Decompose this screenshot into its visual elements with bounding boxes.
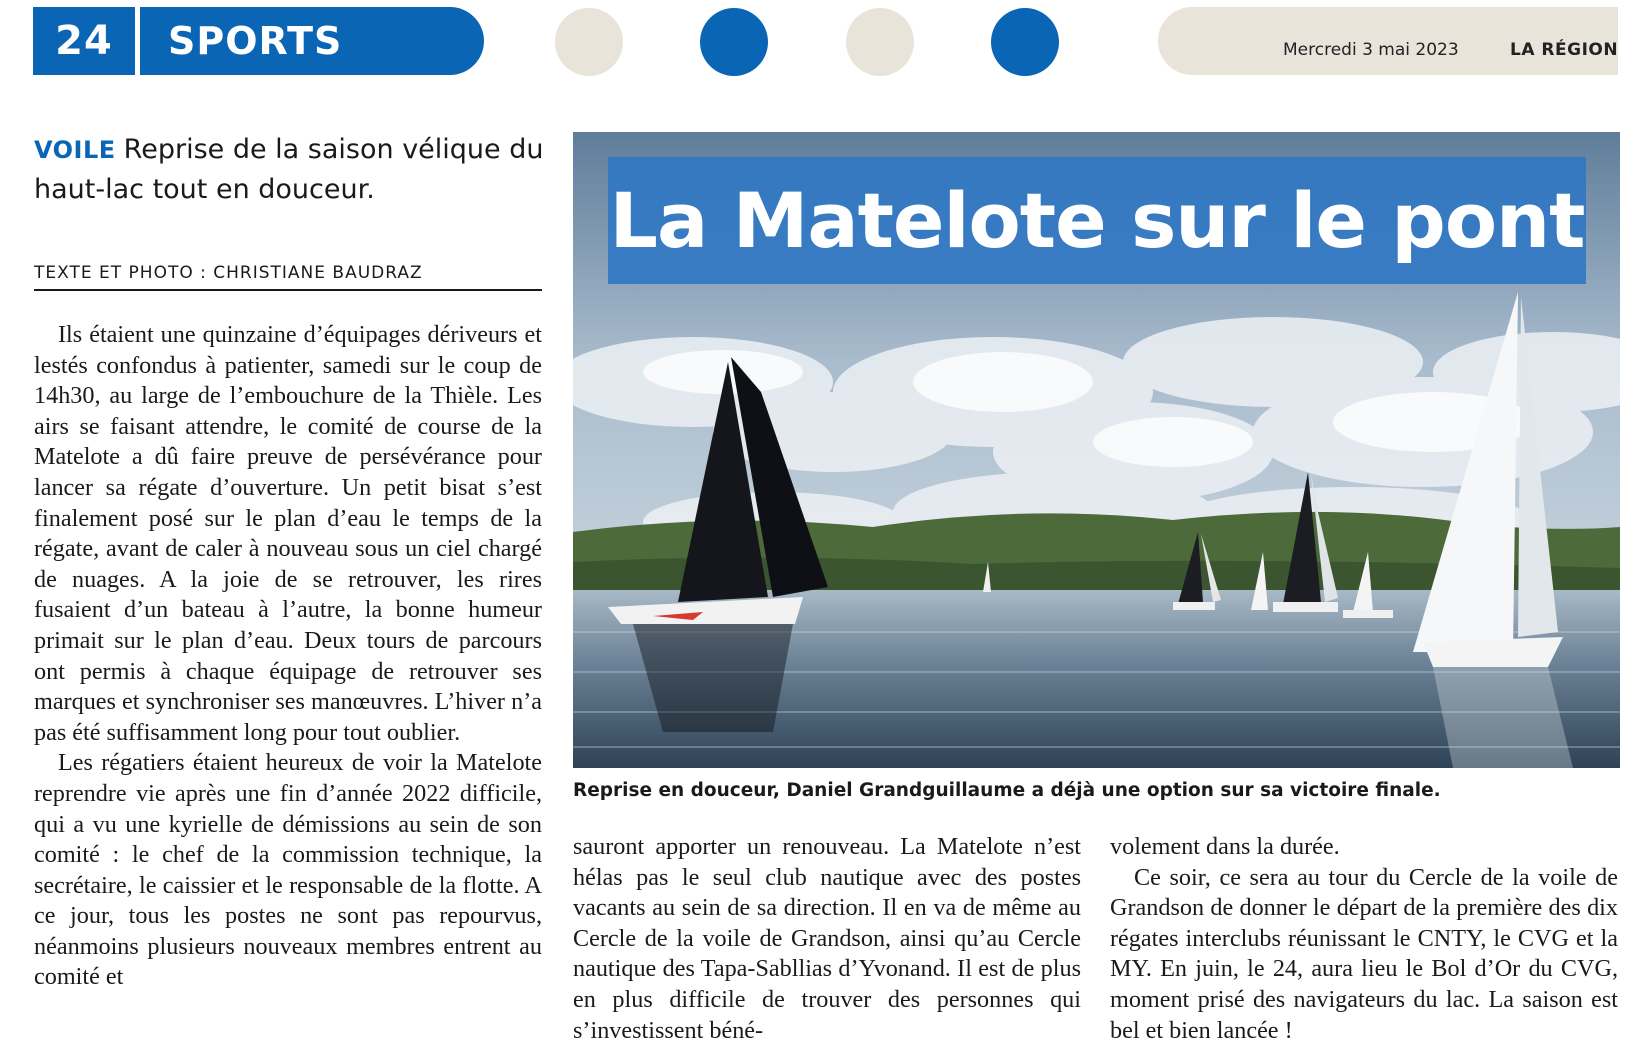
- kicker-label: VOILE: [34, 136, 116, 164]
- decor-dot: [700, 8, 768, 76]
- paragraph: volement dans la durée.: [1110, 833, 1340, 860]
- byline: TEXTE ET PHOTO : CHRISTIANE BAUDRAZ: [34, 263, 542, 291]
- paragraph: sauront apporter un renouveau. La Matelote n’est hélas pas le seul club nautique avec des postes vacants au sein de sa direction. Il en va de même au Cercle de la voile de Grandson, ainsi qu’au Cercle nautique des Tapa-Sabllias d’Yvonand. Il est de plus en plus difficile de trouver des personnes qui s’investissent béné-: [573, 833, 1081, 1044]
- article-column-1: [34, 320, 542, 1056]
- headline-banner: [608, 157, 1586, 284]
- decor-dot: [846, 8, 914, 76]
- paragraph: Les régatiers étaient heureux de voir la Matelote reprendre vie après une fin d’année 2022 difficile, qui a vu une kyrielle de démissions au sein de son comité : le chef de la commission technique, la secrétaire, le caissier et le responsable de la flotte. A ce jour, tous les postes ne sont pas repourvus, néanmoins plusieurs nouveaux membres entrent au comité et: [34, 749, 542, 991]
- article-column-3: [1110, 832, 1618, 1056]
- kicker-text: Reprise de la saison vélique du haut-lac tout en douceur.: [34, 134, 544, 205]
- photo-caption: Reprise en douceur, Daniel Grandguillaume a déjà une option sur sa victoire finale.: [573, 780, 1441, 801]
- section-title: SPORTS: [140, 7, 484, 75]
- decor-dot: [991, 8, 1059, 76]
- article-kicker: [34, 130, 544, 210]
- page-header: [0, 0, 1646, 80]
- publication-name: LA RÉGION: [1510, 40, 1619, 60]
- headline: La Matelote sur le pont: [609, 176, 1585, 265]
- page-number: 24: [33, 7, 135, 75]
- issue-date: Mercredi 3 mai 2023: [1283, 40, 1459, 60]
- article-column-2: [573, 832, 1081, 1056]
- paragraph: Ce soir, ce sera au tour du Cercle de la voile de Grandson de donner le départ de la première des dix régates interclubs réunissant le CNTY, le CVG et la MY. En juin, le 24, aura lieu le Bol d’Or du CVG, moment prisé des navigateurs du lac. La saison est bel et bien lancée !: [1110, 863, 1618, 1044]
- paragraph: Ils étaient une quinzaine d’équipages dériveurs et lestés confondus à patienter, samedi sur le coup de 14h30, au large de l’embouchure de la Thièle. Les airs se faisant attendre, le comité de course de la Matelote a dû faire preuve de persévérance pour lancer sa régate d’ouverture. Un petit bisat s’est finalement posé sur le plan d’eau le temps de la régate, avant de caler à nouveau sous un ciel chargé de nuages. A la joie de se retrouver, les rires fusaient d’un bateau à l’autre, la bonne humeur primait sur le plan d’eau. Deux tours de parcours ont permis à chaque équipage de retrouver ses marques et synchroniser ses manœuvres. L’hiver n’a pas été suffisamment long pour tout oublier.: [34, 321, 542, 746]
- decor-dot: [555, 8, 623, 76]
